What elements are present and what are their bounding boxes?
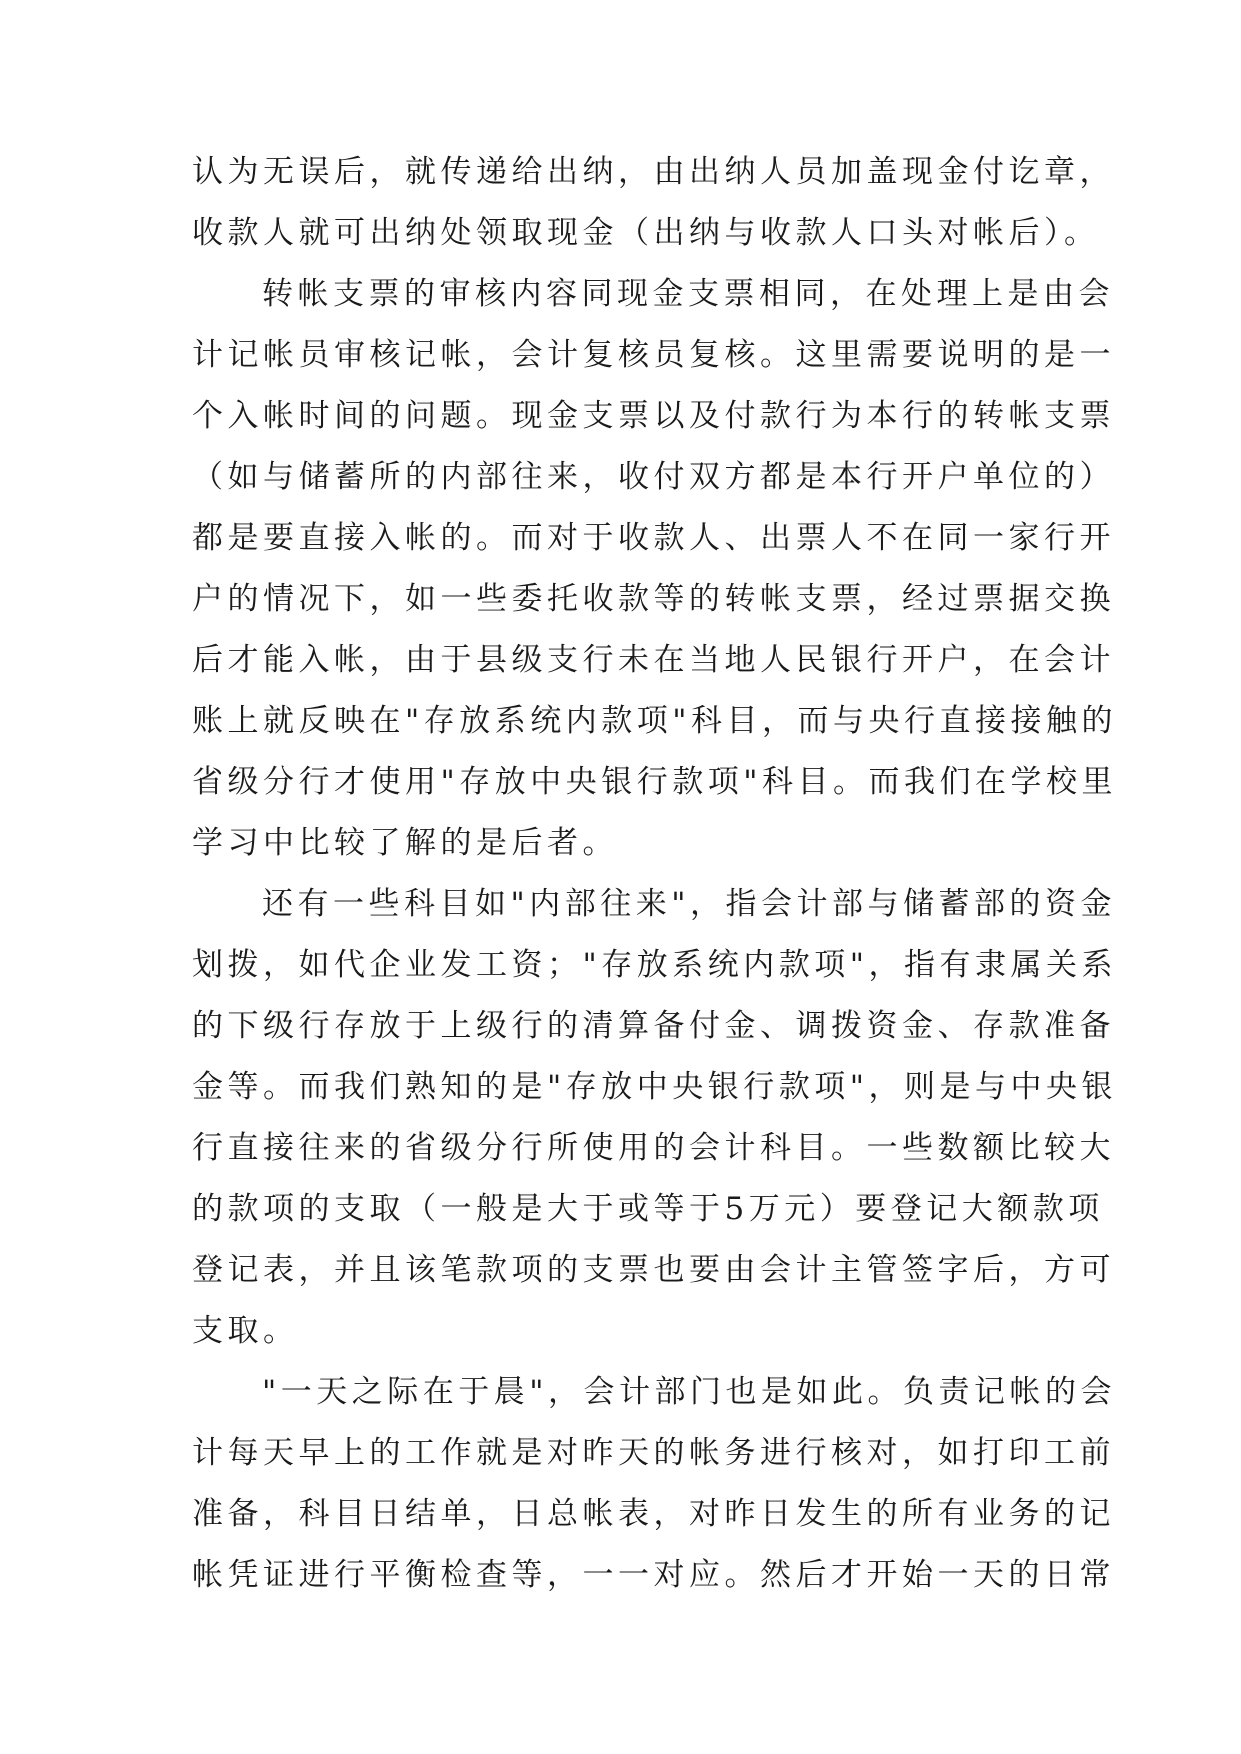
text-line: 行直接往来的省级分行所使用的会计科目。一些数额比较大	[192, 1130, 1115, 1166]
text-line: 登记表，并且该笔款项的支票也要由会计主管签字后，方可	[192, 1252, 1115, 1288]
text-line: 后才能入帐，由于县级支行未在当地人民银行开户，在会计	[192, 642, 1115, 678]
text-line: 学习中比较了解的是后者。	[192, 825, 618, 861]
text-line: 计每天早上的工作就是对昨天的帐务进行核对，如打印工前	[192, 1435, 1115, 1471]
text-line: "一天之际在于晨"，会计部门也是如此。负责记帐的会	[262, 1374, 1117, 1410]
text-line: 转帐支票的审核内容同现金支票相同，在处理上是由会	[262, 276, 1114, 312]
text-line: 个入帐时间的问题。现金支票以及付款行为本行的转帐支票	[192, 398, 1115, 434]
text-line: 还有一些科目如"内部往来"，指会计部与储蓄部的资金	[262, 886, 1117, 922]
paragraph-2	[192, 264, 1118, 874]
text-line: 收款人就可出纳处领取现金（出纳与收款人口头对帐后）。	[192, 215, 1100, 251]
text-line: 的下级行存放于上级行的清算备付金、调拨资金、存款准备	[192, 1008, 1115, 1044]
paragraph-4	[192, 1362, 1117, 1606]
text-line: 账上就反映在"存放系统内款项"科目，而与央行直接接触的	[192, 703, 1118, 739]
text-line: 计记帐员审核记帐，会计复核员复核。这里需要说明的是一	[192, 337, 1115, 373]
text-line: 划拨，如代企业发工资；"存放系统内款项"，指有隶属关系	[192, 947, 1118, 983]
text-line: 金等。而我们熟知的是"存放中央银行款项"，则是与中央银	[192, 1069, 1118, 1105]
text-line: （如与储蓄所的内部往来，收付双方都是本行开户单位的）	[192, 459, 1115, 495]
text-line: 认为无误后，就传递给出纳，由出纳人员加盖现金付讫章，	[192, 154, 1115, 190]
text-line: 准备，科目日结单，日总帐表，对昨日发生的所有业务的记	[192, 1496, 1115, 1532]
text-line: 户的情况下，如一些委托收款等的转帐支票，经过票据交换	[192, 581, 1115, 617]
text-line: 省级分行才使用"存放中央银行款项"科目。而我们在学校里	[192, 764, 1118, 800]
paragraph-3	[192, 874, 1118, 1362]
text-line: 都是要直接入帐的。而对于收款人、出票人不在同一家行开	[192, 520, 1115, 556]
paragraph-1	[192, 142, 1115, 264]
text-line: 支取。	[192, 1313, 299, 1349]
text-line: 的款项的支取（一般是大于或等于5万元）要登记大额款项	[192, 1191, 1104, 1227]
document-body	[192, 142, 1118, 1606]
text-line: 帐凭证进行平衡检查等，一一对应。然后才开始一天的日常	[192, 1557, 1115, 1593]
